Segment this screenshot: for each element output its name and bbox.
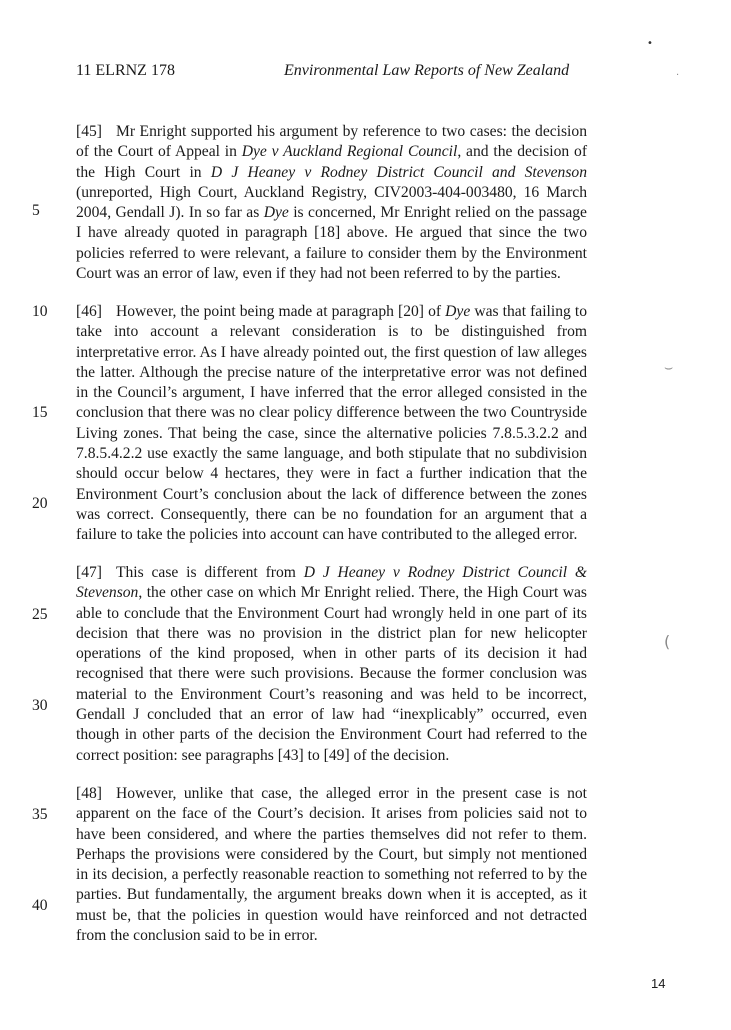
scan-mark-icon: ⌣ <box>664 360 674 376</box>
line-number-5: 5 <box>32 202 40 219</box>
line-number-10: 10 <box>32 303 48 320</box>
paragraph-46 <box>76 302 587 546</box>
paragraph-text: (unreported, High Court, Auckland Registry, CIV2003-404-003480, 16 March 2004, Gendall J). In so far as <box>76 183 587 222</box>
paragraph-47 <box>76 563 587 766</box>
paragraph-48 <box>76 784 587 946</box>
line-number-30: 30 <box>32 697 48 714</box>
paragraph-text: is concerned, Mr Enright relied on the passage I have already quoted in paragraph [18] above. He argued that since the two policies referred to were relevant, a failure to consider them by the Environment Court was an error of law, even if they had not been referred to by the parties. <box>76 204 587 283</box>
paragraph-text: This case is different from <box>115 564 304 581</box>
paragraph-number: [47] <box>76 564 102 581</box>
paragraph-text: However, unlike that case, the alleged error in the present case is not apparent on the face of the Court’s decision. It arises from policies said not to have been considered, and where the parties themselves did not refer to them. Perhaps the provisions were considered by the Court, but simply not mentioned in its decision, a perfectly reasonable reaction to something not referred to by the parties. But fundamentally, the argument breaks down when it is accepted, as it must be, that the policies in question would have reinforced and not detracted from the conclusion said to be in error. <box>76 785 587 945</box>
case-citation: D J Heaney v Rodney District Council & Stevenson <box>76 564 587 602</box>
line-number-15: 15 <box>32 404 48 421</box>
paragraph-number: [46] <box>76 303 102 320</box>
case-citation: Dye <box>263 204 289 222</box>
page-number: 14 <box>651 976 666 991</box>
paragraph-text: was that failing to take into account a relevant consideration is to be distinguished from interpretative error. As I have already pointed out, the first question of law alleges the latter. Although the precise nature of the interpretative error was not defined in the Council’s argument, I have inferred that the error alleged consisted in the conclusion that there was no clear policy difference between the two Countryside Living zones. That being the case, since the alternative policies 7.8.5.3.2.2 and 7.8.5.4.2.2 use exactly the same language, and both stipulate that no subdivision should occur below 4 hectares, they were in fact a further indication that the Environment Court’s conclusion about the lack of difference between the zones was correct. Consequently, there can be no foundation for an argument that a failure to take the policies into account can have contributed to the alleged error. <box>76 303 588 544</box>
header-journal-title: Environmental Law Reports of New Zealand <box>284 62 570 79</box>
paragraph-text: , the other case on which Mr Enright relied. There, the High Court was able to conclude that the Environment Court had wrongly held in one part of its decision that there was no provision in the district plan for new helicopter operations of the kind proposed, when in other parts of its decision it had recognised that there were such provisions. Because the former conclusion was material to the Environment Court’s reasoning and was held to be incorrect, Gendall J concluded that an error of law had “inexplicably” occurred, even though in other parts of the decision the Environment Court had referred to the correct position: see paragraphs [43] to [49] of the decision. <box>76 584 587 764</box>
case-citation: D J Heaney v Rodney District Council and Stevenson <box>210 163 587 181</box>
header-citation: 11 ELRNZ 178 <box>76 62 175 79</box>
line-number-40: 40 <box>32 897 48 914</box>
case-citation: Dye v Auckland Regional Council <box>241 143 458 161</box>
line-number-35: 35 <box>32 806 48 823</box>
case-citation: Dye <box>445 303 471 320</box>
line-number-25: 25 <box>32 606 48 623</box>
paragraph-text: , and the decision of the High Court in <box>76 143 588 181</box>
paragraph-text: Mr Enright supported his argument by reference to two cases: the decision of the Court of Appeal in <box>76 123 587 161</box>
paragraph-number: [45] <box>76 123 102 140</box>
paragraph-number: [48] <box>76 785 102 802</box>
paragraph-text: However, the point being made at paragraph [20] of <box>115 303 446 320</box>
scan-speck-icon: • <box>647 38 653 49</box>
scan-mark-icon: ( <box>664 632 671 651</box>
paragraph-45 <box>76 122 587 284</box>
scan-speck-icon: · <box>676 70 680 81</box>
line-number-20: 20 <box>32 495 48 512</box>
